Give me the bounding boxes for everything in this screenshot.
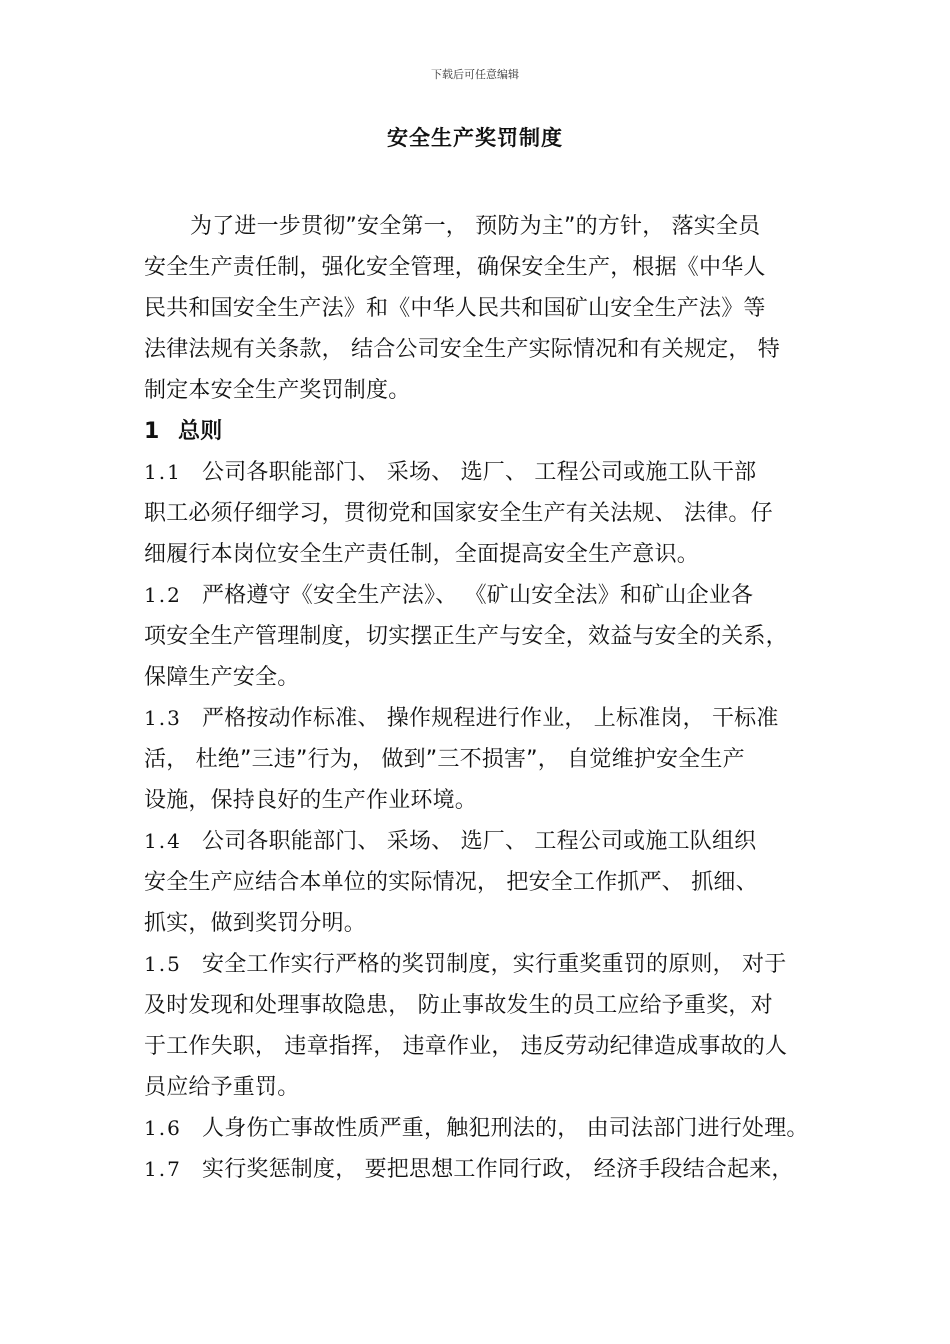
clause-line: 及时发现和处理事故隐患， 防止事故发生的员工应给予重奖，对 — [144, 993, 773, 1018]
clause-number: 1.7 — [144, 1157, 182, 1181]
clause-line — [144, 1149, 814, 1190]
clause-line: 员应给予重罚。 — [144, 1075, 300, 1100]
section-heading — [144, 411, 814, 452]
clause-line: 设施，保持良好的生产作业环境。 — [144, 788, 478, 813]
clause-text: 实行奖惩制度， 要把思想工作同行政， 经济手段结合起来， — [202, 1157, 794, 1182]
section-title: 总则 — [178, 419, 223, 444]
clause-text: 公司各职能部门、 采场、 选厂、 工程公司或施工队干部 — [202, 460, 757, 485]
clause-text: 公司各职能部门、 采场、 选厂、 工程公司或施工队组织 — [202, 829, 757, 854]
clause-text: 人身伤亡事故性质严重，触犯刑法的， 由司法部门进行处理。 — [202, 1116, 809, 1141]
section-number: 1 — [144, 419, 160, 444]
clause-line — [144, 821, 814, 862]
clause-number: 1.5 — [144, 952, 182, 976]
clause-line: 职工必须仔细学习，贯彻党和国家安全生产有关法规、 法律。仔 — [144, 501, 773, 526]
clause-number: 1.4 — [144, 829, 182, 853]
clause-line — [144, 944, 814, 985]
clause-line: 抓实，做到奖罚分明。 — [144, 911, 367, 936]
clause-line: 活， 杜绝”三违”行为， 做到”三不损害”， 自觉维护安全生产 — [144, 747, 745, 772]
intro-line: 安全生产责任制，强化安全管理，确保安全生产，根据《中华人 — [144, 255, 766, 280]
clause-line: 细履行本岗位安全生产责任制，全面提高安全生产意识。 — [144, 542, 700, 567]
clause-line: 于工作失职， 违章指挥， 违章作业， 违反劳动纪律造成事故的人 — [144, 1034, 788, 1059]
intro-line: 制定本安全生产奖罚制度。 — [144, 378, 411, 403]
clause-text: 安全工作实行严格的奖罚制度，实行重奖重罚的原则， 对于 — [202, 952, 787, 977]
intro-line: 法律法规有关条款， 结合公司安全生产实际情况和有关规定， 特 — [144, 337, 780, 362]
header-note: 下载后可任意编辑 — [431, 68, 519, 81]
clause-line — [144, 698, 814, 739]
clause-number: 1.6 — [144, 1116, 182, 1140]
clause-text: 严格遵守《安全生产法》、 《矿山安全法》和矿山企业各 — [202, 583, 754, 608]
intro-line: 为了进一步贯彻”安全第一， 预防为主”的方针， 落实全员 — [190, 214, 761, 239]
clause-line: 安全生产应结合本单位的实际情况， 把安全工作抓严、 抓细、 — [144, 870, 758, 895]
clause-line — [144, 452, 814, 493]
document-body — [144, 206, 814, 1190]
clause-number: 1.1 — [144, 460, 182, 484]
clause-line — [144, 575, 814, 616]
clause-text: 严格按动作标准、 操作规程进行作业， 上标准岗， 干标准 — [202, 706, 779, 731]
clause-number: 1.2 — [144, 583, 182, 607]
intro-line: 民共和国安全生产法》和《中华人民共和国矿山安全生产法》等 — [144, 296, 766, 321]
document-title: 安全生产奖罚制度 — [387, 126, 563, 150]
clause-number: 1.3 — [144, 706, 182, 730]
clause-line: 保障生产安全。 — [144, 665, 300, 690]
clause-line: 项安全生产管理制度，切实摆正生产与安全，效益与安全的关系， — [144, 624, 788, 649]
clause-line — [144, 1108, 814, 1149]
